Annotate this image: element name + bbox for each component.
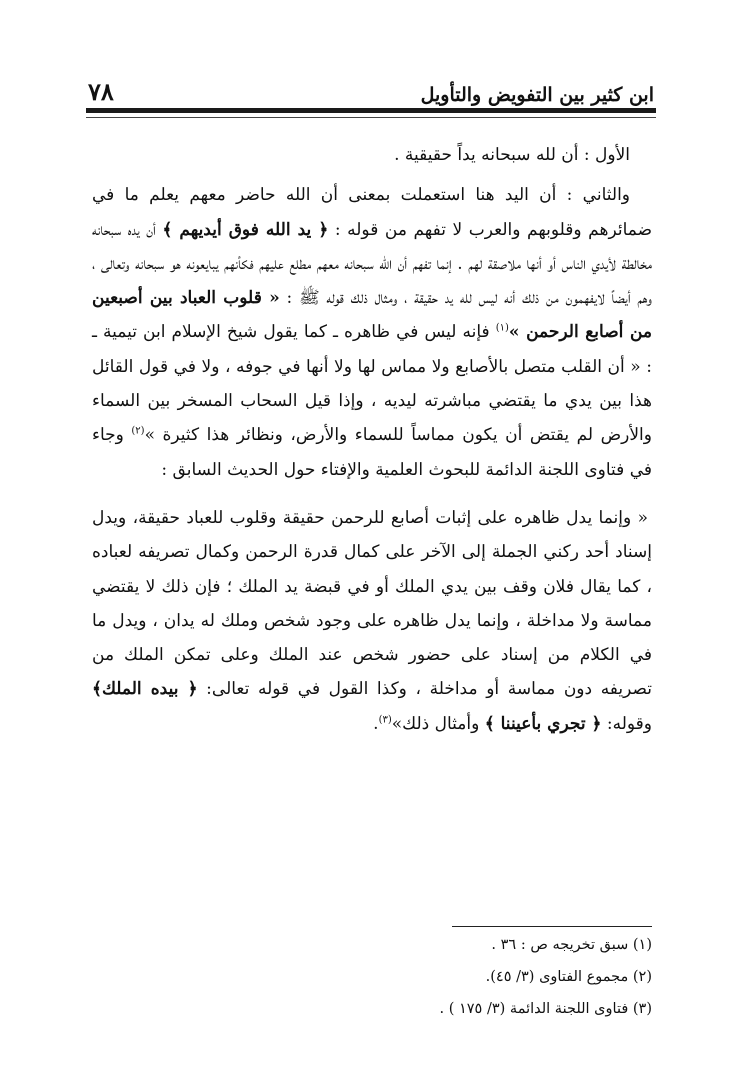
footnote-2: (٢) مجموع الفتاوى (٣/ ٤٥). bbox=[485, 969, 652, 985]
footnote-3: (٣) فتاوى اللجنة الدائمة (٣/ ١٧٥ ) . bbox=[439, 1001, 652, 1017]
running-title: ابن كثير بين التفويض والتأويل bbox=[420, 84, 654, 106]
text-segment: « وإنما يدل ظاهره على إثبات أصابع للرحمن حقيقة وقلوب للعباد حقيقة، ويدل إسناد أحد ركني الجملة إلى الآخر على كمال قدرة الرحمن وكمال تصريفه لعباده ، كما يقال فلان وقف بين يدي الملك أو في قبضة يد الملك ؛ فإن ذلك لا يقتضي مماسة ولا مداخلة ، وإنما يدل ظاهره على وجود شخص وملك له يدان ، ويدل ما في الكلام من إسناد على حضور شخص عند الملك وعلى تمكن الملك من تصريفه دون مماسة أو مداخلة ، وكذا القول في قوله تعالى: bbox=[92, 507, 652, 700]
text-segment: وجاء في فتاوى اللجنة الدائمة للبحوث العلمية والإفتاء حول الحديث السابق : bbox=[92, 425, 652, 480]
text-segment: وقوله: bbox=[601, 713, 652, 734]
text-segment: . bbox=[373, 713, 379, 734]
text-segment: وأمثال ذلك» bbox=[391, 713, 485, 734]
paragraph-second bbox=[92, 178, 652, 487]
text-segment: أن يده سبحانه مخالطة لأيدي الناس أو أنها ملاصقة لهم . إنما تفهم أن الله سبحانه معهم مطلع عليهم فكأنهم يبايعونه هو سبحانه وتعالى ، وهم أيضاً لايفهمون من ذلك أنه ليس لله يد حقيقة ، ومثال ذلك قوله ﷺ : bbox=[92, 219, 652, 309]
hadith-quote: « قلوب العباد بين أصبعين من أصابع الرحمن » bbox=[92, 288, 652, 343]
footnote-marker: (١) bbox=[495, 322, 509, 334]
page-header bbox=[88, 76, 654, 106]
page-number: ٧٨ bbox=[88, 77, 114, 106]
header-rule-thick bbox=[86, 108, 656, 113]
quran-verse: ﴿ تجري بأعيننا ﴾ bbox=[484, 713, 602, 734]
footnote-1: (١) سبق تخريجه ص : ٣٦ . bbox=[491, 937, 652, 953]
footnote-marker: (٣) bbox=[378, 714, 392, 726]
paragraph-first: الأول : أن لله سبحانه يداً حقيقية . bbox=[394, 145, 630, 165]
text-segment: والثاني : أن اليد هنا استعملت بمعنى أن الله حاضر معهم يعلم ما في ضمائرهم وقلوبهم والعرب لا تفهم من قوله : bbox=[92, 185, 653, 240]
footnotes bbox=[92, 929, 652, 1025]
body-text bbox=[92, 138, 652, 741]
text-segment: فإنه ليس في ظاهره ـ كما يقول شيخ الإسلام ابن تيمية ـ : « أن القلب متصل بالأصابع ولا مماس لها ولا أنها في جوفه ، ولا في قول القائل هذا بين يدي ما يقتضي مباشرته ليديه ، وإذا قيل السحاب المسخر بين السماء والأرض لم يقتض أن يكون مماساً للسماء والأرض، ونظائر هذا كثيرة » bbox=[92, 322, 652, 446]
footnote-rule bbox=[452, 926, 652, 927]
quran-verse: ﴿ يد الله فوق أيديهم ﴾ bbox=[162, 219, 329, 240]
paragraph-quote bbox=[92, 501, 652, 741]
footnote-marker: (٢) bbox=[131, 425, 145, 437]
quran-verse: ﴿ بيده الملك﴾ bbox=[92, 679, 198, 700]
header-rule-thin bbox=[86, 117, 656, 118]
